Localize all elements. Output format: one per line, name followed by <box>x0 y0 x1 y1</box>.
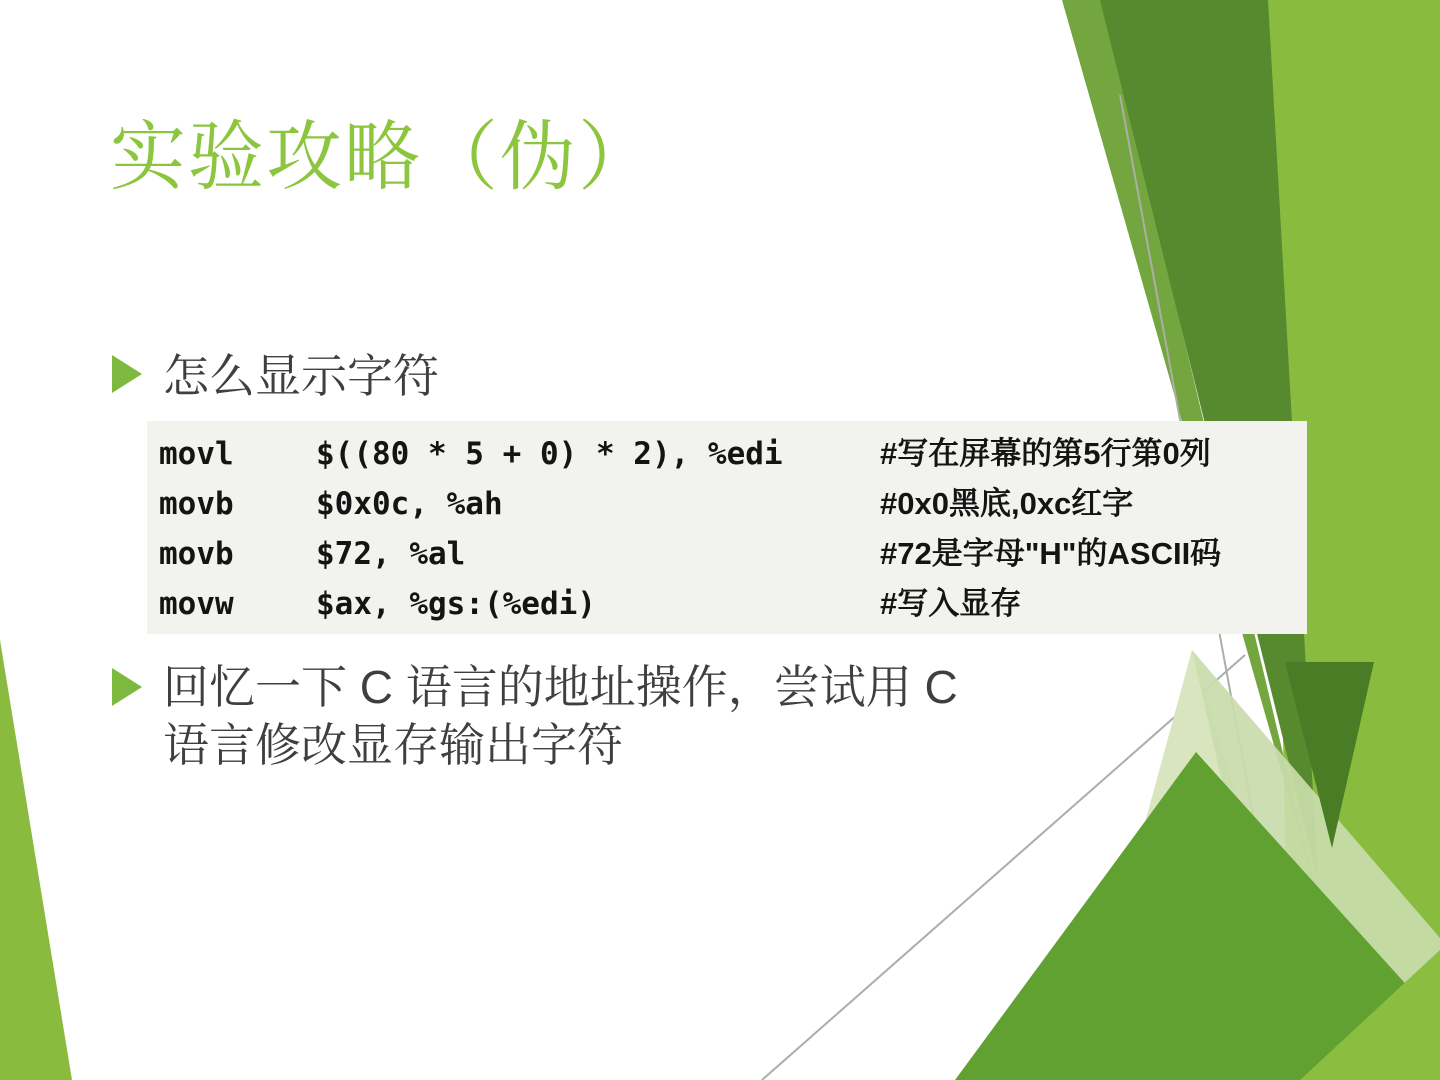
bullet-triangle-icon <box>112 355 142 393</box>
bullet-text-line: 语言修改显存输出字符 <box>163 719 623 771</box>
code-comment: #写入显存 <box>880 586 1022 621</box>
code-mnemonic: movb <box>159 486 234 522</box>
code-mnemonic: movw <box>159 586 234 622</box>
code-operands: $ax, %gs:(%edi) <box>316 586 596 622</box>
page-title: 实验攻略（伪） <box>110 115 656 200</box>
code-comment: #72是字母"H"的ASCII码 <box>880 536 1222 571</box>
bullet-triangle-icon <box>112 668 142 706</box>
bullet-item-text <box>163 658 958 774</box>
code-operands: $72, %al <box>316 536 466 572</box>
code-comment: #写在屏幕的第5行第0列 <box>880 436 1211 471</box>
code-row <box>159 429 1307 479</box>
code-mnemonic: movb <box>159 536 234 572</box>
code-mnemonic: movl <box>159 436 234 472</box>
code-operands: $0x0c, %ah <box>316 486 503 522</box>
code-comment: #0x0黑底,0xc红字 <box>880 486 1134 521</box>
bullet-item-text: 怎么显示字符 <box>163 350 439 402</box>
code-block <box>147 421 1307 634</box>
code-row <box>159 579 1307 629</box>
bullet-text-line: 回忆一下 C 语言的地址操作，尝试用 C <box>163 661 958 713</box>
code-row <box>159 479 1307 529</box>
facet-shape-left-wedge <box>0 640 72 1080</box>
code-row <box>159 529 1307 579</box>
code-operands: $((80 * 5 + 0) * 2), %edi <box>316 436 783 472</box>
